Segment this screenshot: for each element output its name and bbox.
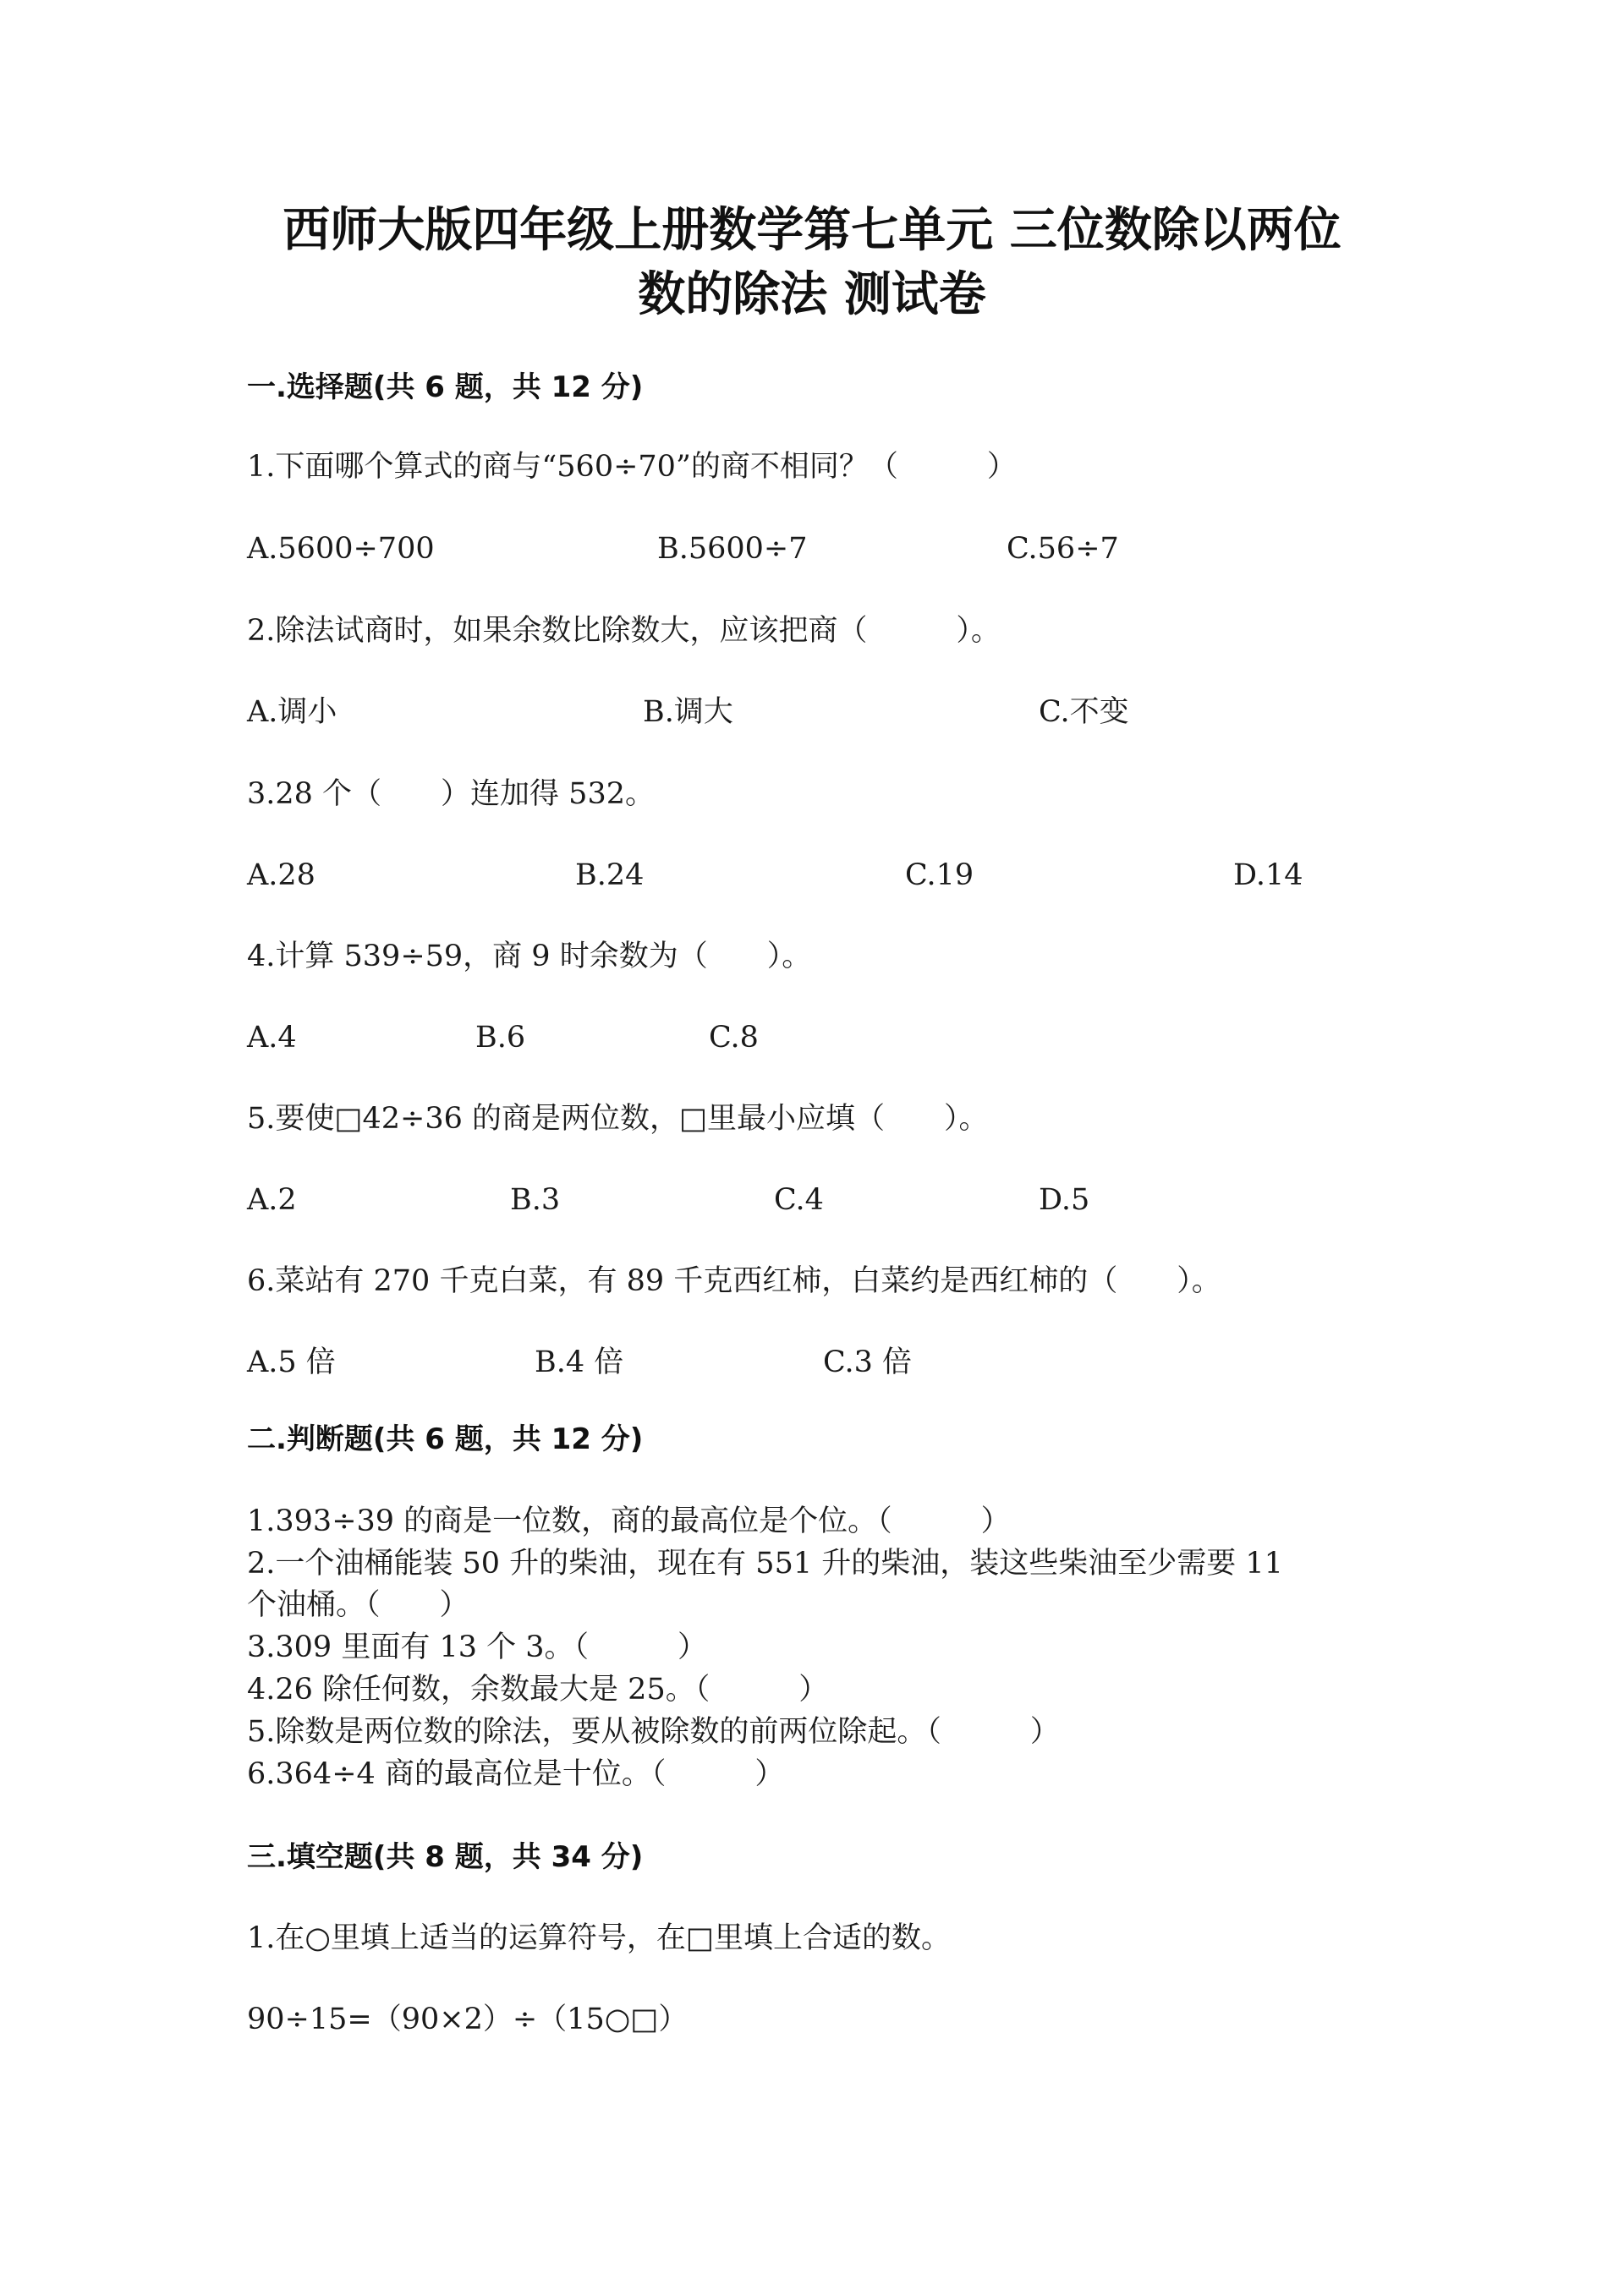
choice-3-option-a: A.28 [247, 858, 315, 892]
choice-4-option-a: A.4 [247, 1021, 297, 1055]
fill-question-1: 1.在○里填上适当的运算符号，在□里填上合适的数。 [247, 1921, 952, 1955]
choice-3-option-b: B.24 [575, 858, 645, 892]
choice-question-4: 4.计算 539÷59，商 9 时余数为（ ）。 [247, 940, 812, 973]
section-heading-fill: 三.填空题(共 8 题，共 34 分) [247, 1840, 644, 1874]
judge-question-6: 6.364÷4 商的最高位是十位。（ ） [247, 1757, 785, 1791]
fill-question-1-expression: 90÷15=（90×2）÷（15○□） [247, 2003, 689, 2036]
judge-question-2-continued: 个油桶。（ ） [247, 1588, 469, 1622]
choice-2-option-a: A.调小 [247, 695, 337, 729]
choice-question-2: 2.除法试商时，如果余数比除数大，应该把商（ ）。 [247, 614, 1001, 648]
judge-question-5: 5.除数是两位数的除法，要从被除数的前两位除起。（ ） [247, 1715, 1060, 1749]
choice-5-option-b: B.3 [510, 1183, 561, 1217]
page-title-line-1: 西师大版四年级上册数学第七单元 三位数除以两位 [283, 203, 1341, 258]
judge-question-3: 3.309 里面有 13 个 3。（ ） [247, 1630, 708, 1664]
choice-5-option-d: D.5 [1039, 1183, 1090, 1217]
choice-5-option-c: C.4 [774, 1183, 824, 1217]
section-heading-choice: 一.选择题(共 6 题，共 12 分) [247, 370, 644, 404]
choice-1-option-c: C.56÷7 [1007, 532, 1119, 566]
choice-6-option-a: A.5 倍 [247, 1345, 336, 1379]
page-title-line-2: 数的除法 测试卷 [638, 267, 986, 322]
judge-question-2: 2.一个油桶能装 50 升的柴油，现在有 551 升的柴油，装这些柴油至少需要 11 [247, 1547, 1283, 1581]
choice-6-option-c: C.3 倍 [823, 1345, 913, 1379]
choice-1-option-a: A.5600÷700 [247, 532, 435, 566]
choice-2-option-b: B.调大 [643, 695, 733, 729]
section-heading-judge: 二.判断题(共 6 题，共 12 分) [247, 1422, 644, 1456]
choice-2-option-c: C.不变 [1039, 695, 1129, 729]
choice-question-3: 3.28 个（ ）连加得 532。 [247, 777, 655, 811]
choice-3-option-c: C.19 [905, 858, 974, 892]
choice-question-6: 6.菜站有 270 千克白菜，有 89 千克西红柿，白菜约是西红柿的（ ）。 [247, 1264, 1221, 1298]
choice-5-option-a: A.2 [247, 1183, 297, 1217]
choice-4-option-b: B.6 [475, 1021, 526, 1055]
judge-question-1: 1.393÷39 的商是一位数，商的最高位是个位。（ ） [247, 1504, 1011, 1538]
choice-question-1: 1.下面哪个算式的商与“560÷70”的商不相同？（ ） [247, 450, 1017, 484]
choice-4-option-c: C.8 [709, 1021, 759, 1055]
judge-question-4: 4.26 除任何数，余数最大是 25。（ ） [247, 1673, 829, 1707]
choice-question-5: 5.要使□42÷36 的商是两位数，□里最小应填（ ）。 [247, 1102, 989, 1136]
choice-6-option-b: B.4 倍 [535, 1345, 624, 1379]
choice-1-option-b: B.5600÷7 [657, 532, 808, 566]
choice-3-option-d: D.14 [1233, 858, 1303, 892]
